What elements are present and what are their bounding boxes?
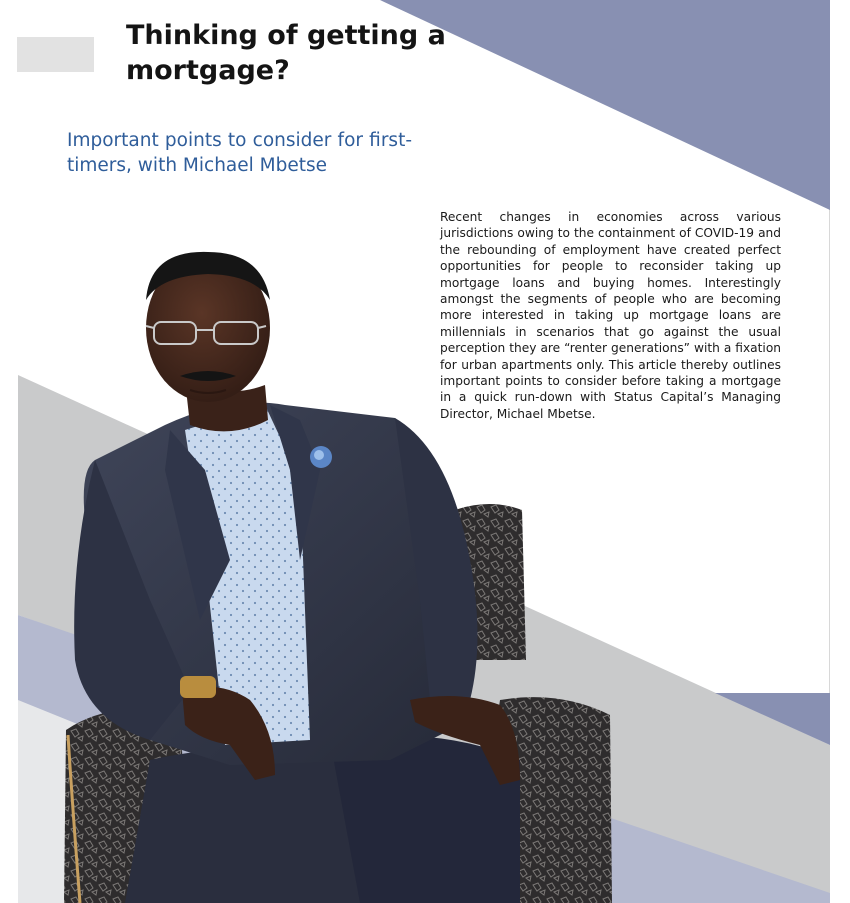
article-subtitle: Important points to consider for first-timers, with Michael Mbetse [67, 130, 412, 176]
article-title: Thinking of getting a mortgage? [126, 20, 446, 86]
head [146, 252, 270, 432]
article-intro: Recent changes in economies across various jurisdictions owing to the containment of COVID-19 and the rebounding of employment have created perfect opportunities for people to reconsider taking up mortgage loans and buying homes. Interestingly amongst the segments of people who are becoming more interested in taking up mortgage loans are millennials in scenarios that go against the usual perception they are “renter generations” with a fixation for urban apartments only. This article thereby outlines important points to consider before taking a mortgage in a quick run-down with Status Capital’s Managing Director, Michael Mbetse. [440, 210, 781, 421]
